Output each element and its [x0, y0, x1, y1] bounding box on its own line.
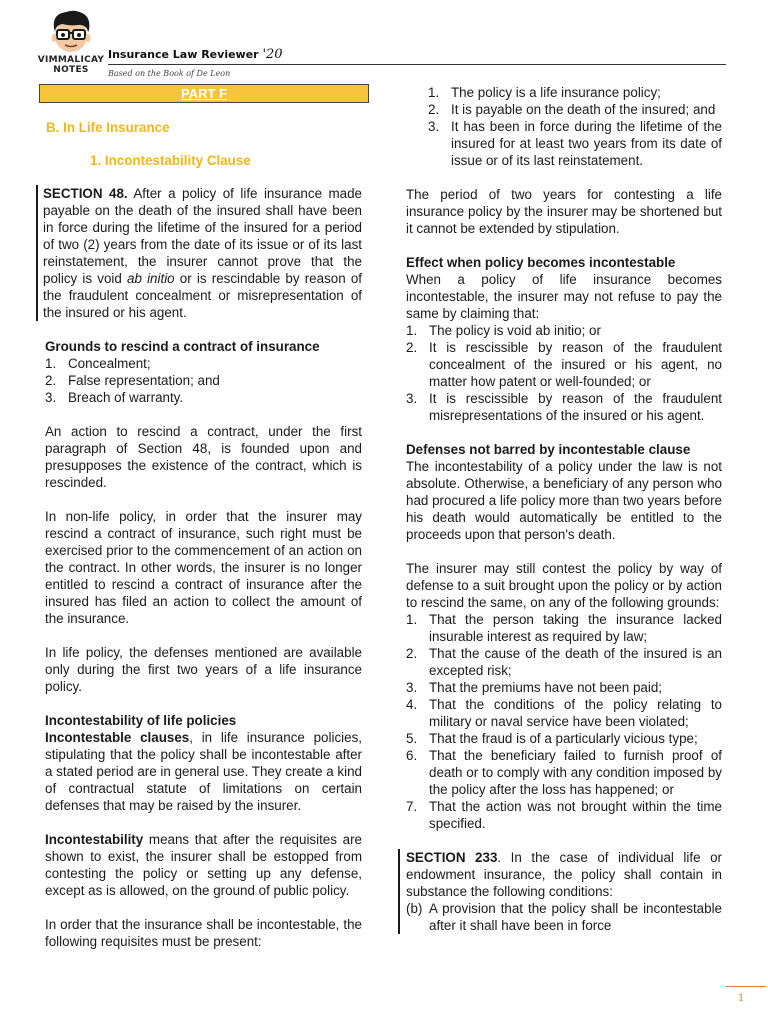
incontestability-heading: Incontestability of life policies [45, 713, 237, 728]
part-banner: PART F [39, 84, 369, 103]
list-text: That the beneficiary failed to furnish proof of death or to comply with any condition imposed by the policy after the loss has happened; or [429, 748, 722, 797]
list-item [406, 747, 722, 798]
cartoon-face-icon [44, 8, 98, 54]
list-number: 3. [406, 680, 418, 695]
incontestable-clauses-bold: Incontestable clauses [45, 730, 190, 745]
list-text: A provision that the policy shall be incontestable after it shall have been in force [429, 901, 722, 933]
list-text: The policy is a life insurance policy; [451, 85, 661, 100]
effect-heading: Effect when policy becomes incontestable [406, 255, 676, 270]
incontestable-clauses-text: , in life insurance policies, stipulating that the policy shall be incontestable after a stated period are in general use. They create a kind of contractual statute of limitations on certain defenses that may be raised by the insurer. [45, 730, 362, 813]
incontestability-bold: Incontestability [45, 832, 144, 847]
list-item [406, 611, 722, 645]
header-title [108, 46, 283, 63]
list-number: 2. [406, 646, 418, 661]
list-number: 2. [45, 373, 57, 388]
list-number: 4. [406, 697, 418, 712]
list-number: 7. [406, 799, 418, 814]
list-text: That the conditions of the policy relating to military or naval service have been violated; [429, 697, 722, 729]
list-number: 1. [406, 612, 418, 627]
defenses-paragraph: The incontestability of a policy under the law is not absolute. Otherwise, a beneficiary of any person who had procured a life policy more than two years before his death would automatically be entitled to the proceeds upon that person's death. [406, 459, 722, 542]
list-number: 5. [406, 731, 418, 746]
list-item [406, 118, 722, 169]
list-number: 3. [428, 119, 440, 134]
logo-line1: VIMMALICAY [37, 55, 105, 65]
nonlife-paragraph: In non-life policy, in order that the insurer may rescind a contract of insurance, such right must be exercised prior to the commencement of an action on the contract. In other words, the insurer is no longer entitled to rescind a contract of insurance after the insured has filed an action to collect the amount of the insurance. [45, 509, 362, 626]
list-item [406, 339, 722, 390]
section-48-text-a: After a policy of life insurance made payable on the death of the insured shall have been in force during the lifetime of the insured for a period of two (2) years from the date of its issue or of its last reinstatement, the insurer cannot prove that the policy is void [43, 186, 362, 286]
list-number: 3. [406, 391, 418, 406]
effect-paragraph: When a policy of life insurance becomes incontestable, the insurer may not refuse to pay the same by claiming that: [406, 272, 722, 321]
list-item [406, 390, 722, 424]
section-48-label: SECTION 48. [43, 186, 128, 201]
section-b-heading: B. In Life Insurance [46, 120, 170, 135]
list-number: 6. [406, 748, 418, 763]
list-item [406, 730, 722, 747]
list-text: That the action was not brought within the time specified. [429, 799, 722, 831]
clause-heading: 1. Incontestability Clause [90, 153, 251, 168]
list-text: It is rescissible by reason of the fraudulent concealment of the insured or his agent, no matter how patent or well-founded; or [429, 340, 722, 389]
section-233-text: . In the case of individual life or endowment insurance, the policy shall contain in substance the following conditions: [406, 850, 722, 899]
list-item [45, 355, 362, 372]
incontestable-clauses-paragraph [45, 729, 362, 814]
list-number: 1. [428, 85, 440, 100]
requisites-list [406, 84, 722, 169]
page-header [36, 8, 726, 78]
life-paragraph: In life policy, the defenses mentioned are available only during the first two years of a life insurance policy. [45, 645, 362, 694]
list-item [406, 84, 722, 101]
incontestability-means-paragraph [45, 831, 362, 899]
right-column [406, 84, 722, 934]
list-item [45, 372, 362, 389]
list-number: (b) [406, 901, 423, 916]
page-number: 1 [738, 993, 745, 1004]
list-number: 2. [406, 340, 418, 355]
list-number: 1. [406, 323, 418, 338]
grounds-list [45, 355, 362, 406]
list-text: Concealment; [68, 356, 151, 371]
list-text: It is payable on the death of the insured; and [451, 102, 716, 117]
list-number: 3. [45, 390, 57, 405]
footer-rule [726, 986, 766, 987]
section-233-paragraph [406, 849, 722, 900]
header-subtitle: Based on the Book of De Leon [108, 69, 231, 78]
section-48 [36, 185, 362, 321]
list-item [406, 696, 722, 730]
list-text: That the fraud is of a particularly vicious type; [429, 731, 698, 746]
list-item [406, 679, 722, 696]
section-48-text-b: or is rescindable by reason of the fraudulent concealment or misrepresentation of the insured or his agent. [43, 271, 362, 320]
list-text: The policy is void ab initio; or [429, 323, 601, 338]
contest-grounds-list [406, 611, 722, 832]
list-text: That the premiums have not been paid; [429, 680, 662, 695]
vimmalicay-logo [36, 8, 106, 76]
list-item [406, 101, 722, 118]
section-233-label: SECTION 233 [406, 850, 498, 865]
header-title-text: Insurance Law Reviewer [108, 48, 259, 61]
action-paragraph: An action to rescind a contract, under the first paragraph of Section 48, is founded upon and presupposes the existence of the contract, which is rescinded. [45, 424, 362, 490]
list-item [406, 900, 722, 934]
defenses-heading: Defenses not barred by incontestable clause [406, 442, 691, 457]
list-item [406, 798, 722, 832]
section-233 [398, 849, 722, 934]
incontestability-text: means that after the requisites are shown to exist, the insurer shall be estopped from contesting the policy or setting up any defense, except as is allowed, on the ground of public policy. [45, 832, 362, 898]
list-text: Breach of warranty. [68, 390, 184, 405]
requisites-intro-paragraph: In order that the insurance shall be incontestable, the following requisites must be present: [45, 917, 362, 949]
list-text: That the person taking the insurance lacked insurable interest as required by law; [429, 612, 722, 644]
list-item [406, 322, 722, 339]
list-text: False representation; and [68, 373, 220, 388]
section-48-italic: ab initio [127, 271, 175, 286]
list-text: It has been in force during the lifetime of the insured for at least two years from its date of issue or of its last reinstatement. [451, 119, 722, 168]
list-item [45, 389, 362, 406]
contest-paragraph: The insurer may still contest the policy by way of defense to a suit brought upon the policy or by action to rescind the same, on any of the following grounds: [406, 561, 722, 610]
period-paragraph: The period of two years for contesting a life insurance policy by the insurer may be shortened but it cannot be extended by stipulation. [406, 187, 722, 236]
list-text: It is rescissible by reason of the fraudulent misrepresentations of the insured or his agent. [429, 391, 722, 423]
logo-line2: NOTES [53, 65, 89, 75]
list-number: 2. [428, 102, 440, 117]
header-year: '20 [262, 47, 283, 62]
grounds-heading: Grounds to rescind a contract of insurance [45, 339, 320, 354]
section-233-list [406, 900, 722, 934]
list-text: That the cause of the death of the insured is an excepted risk; [429, 646, 722, 678]
left-column [38, 84, 362, 950]
list-item [406, 645, 722, 679]
effect-list [406, 322, 722, 424]
list-number: 1. [45, 356, 57, 371]
